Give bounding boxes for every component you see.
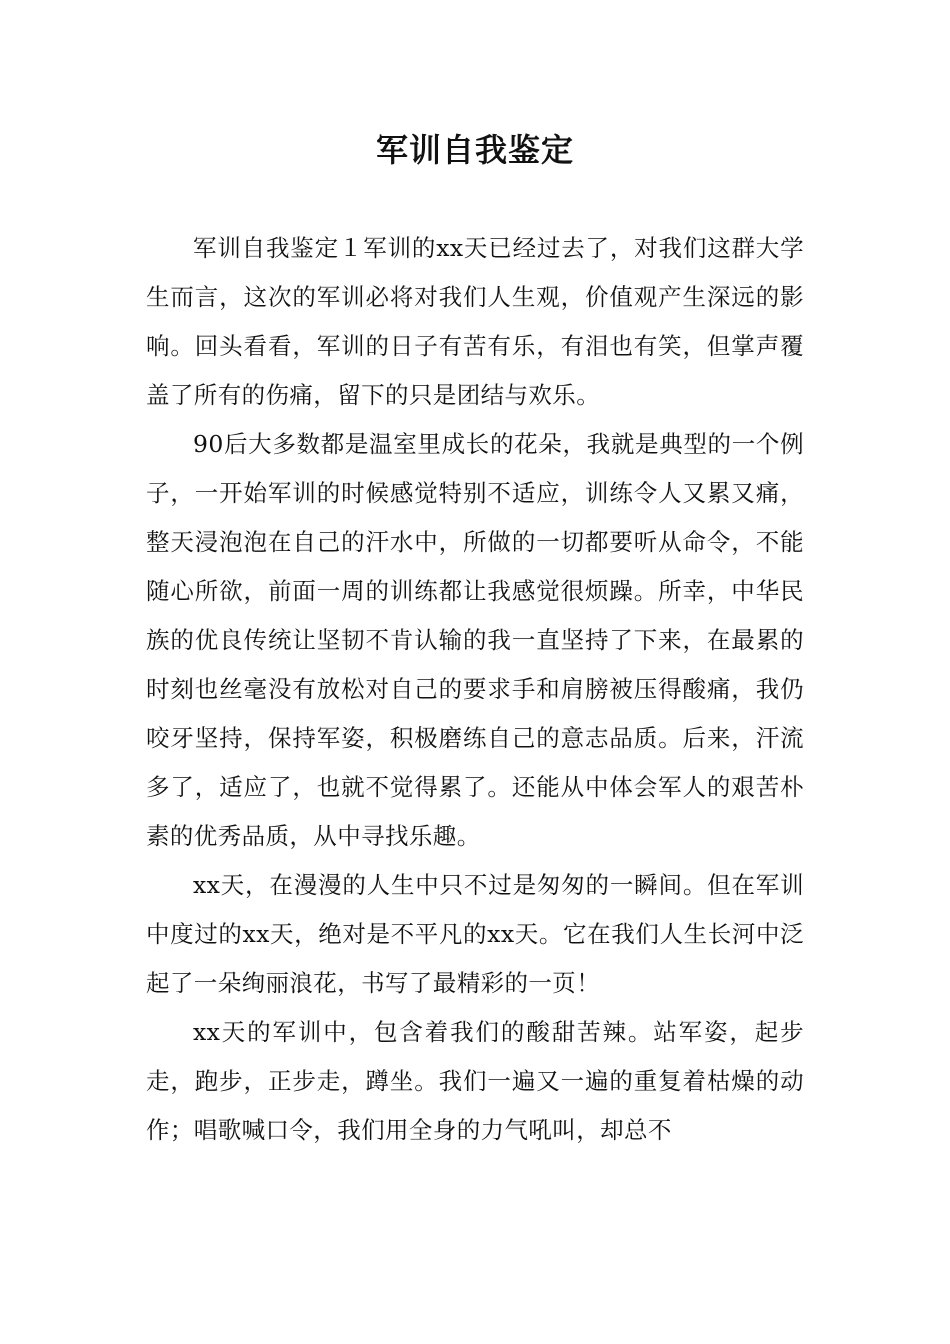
document-title: 军训自我鉴定: [375, 131, 574, 169]
paragraph-3: xx天，在漫漫的人生中只不过是匆匆的一瞬间。但在军训中度过的xx天，绝对是不平凡的xx天。它在我们人生长河中泛起了一朵绚丽浪花，书写了最精彩的一页！: [146, 871, 804, 997]
paragraph-4: xx天的军训中，包含着我们的酸甜苦辣。站军姿，起步走，跑步，正步走，蹲坐。我们一遍又一遍的重复着枯燥的动作；唱歌喊口令，我们用全身的力气吼叫，却总不: [146, 1018, 804, 1144]
document-body: [146, 224, 804, 1155]
paragraph-1: 军训自我鉴定１军训的xx天已经过去了，对我们这群大学生而言，这次的军训必将对我们人生观，价值观产生深远的影响。回头看看，军训的日子有苦有乐，有泪也有笑，但掌声覆盖了所有的伤痛，留下的只是团结与欢乐。: [146, 234, 804, 409]
paragraph-2: 90后大多数都是温室里成长的花朵，我就是典型的一个例子，一开始军训的时候感觉特别不适应，训练令人又累又痛，整天浸泡泡在自己的汗水中，所做的一切都要听从命令，不能随心所欲，前面一周的训练都让我感觉很烦躁。所幸，中华民族的优良传统让坚韧不肯认输的我一直坚持了下来，在最累的时刻也丝毫没有放松对自己的要求手和肩膀被压得酸痛，我仍咬牙坚持，保持军姿，积极磨练自己的意志品质。后来，汗流多了，适应了，也就不觉得累了。还能从中体会军人的艰苦朴素的优秀品质，从中寻找乐趣。: [146, 430, 804, 850]
